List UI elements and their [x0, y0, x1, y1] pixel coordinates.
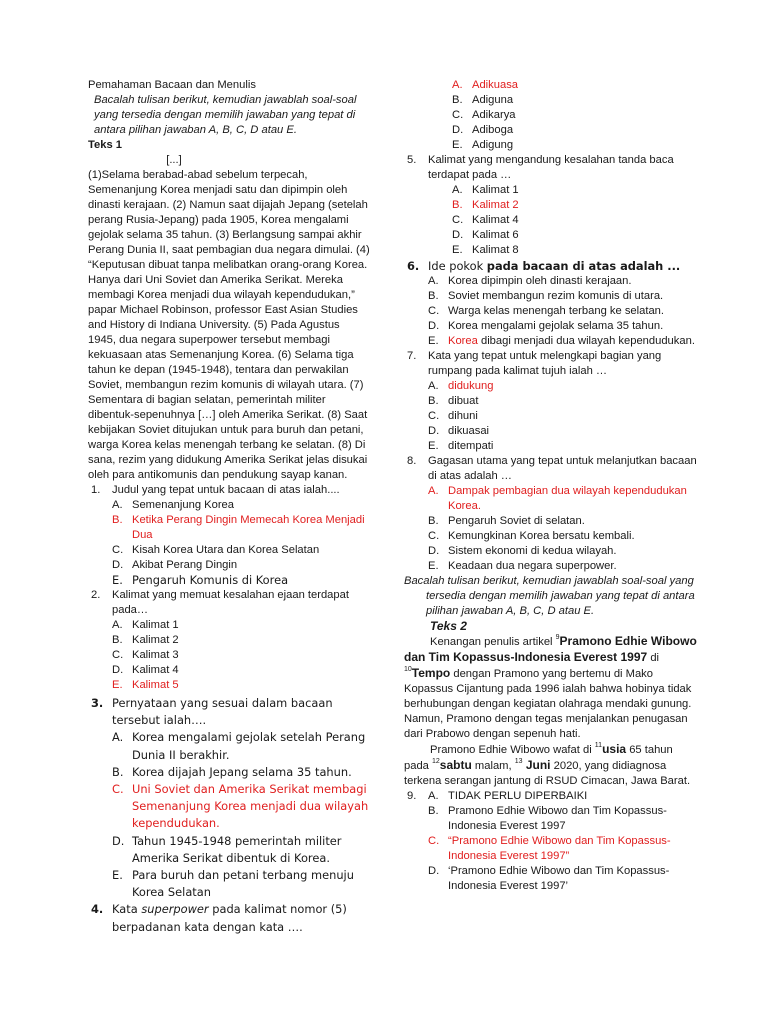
- option-a-answer[interactable]: A. Dampak pembagian dua wilayah kependudukan Korea.: [428, 485, 687, 512]
- question-8: [404, 454, 700, 484]
- question-1: [88, 483, 370, 498]
- option-e[interactable]: E. Keadaan dua negara superpower.: [428, 560, 617, 572]
- option-b[interactable]: B. Kalimat 2: [112, 634, 179, 646]
- section-heading: Pemahaman Bacaan dan Menulis: [88, 79, 256, 91]
- option-a[interactable]: A. Semenanjung Korea: [112, 499, 235, 511]
- option-b[interactable]: B. dibuat: [428, 395, 479, 407]
- ellipsis: [...]: [166, 154, 182, 166]
- option-b[interactable]: B. Adiguna: [452, 94, 514, 106]
- option-b[interactable]: B. Pengaruh Soviet di selatan.: [428, 515, 585, 527]
- passage-teks1: (1)Selama berabad-abad sebelum terpecah, Semenanjung Korea menjadi satu dan dipimpin oleh dinasti kerajaan. (2) Namun saat dijajah Jepang (setelah perang Rusia-Jepang) pada 1905, Korea mengalami gejolak selama 35 tahun. (3) Berlangsung sampai akhir Perang Dunia II, saat pembagian dua negara dimulai. (4) “Keputusan dibuat tanpa melibatkan orang-orang Korea. Hanya dari Uni Soviet dan Amerika Serikat. Mereka membagi Korea menjadi dua wilayah kependudukan,” papar Michael Robinson, professor East Asian Studies and History di Indiana University. (5) Pada Agustus 1945, dua negara superpower tersebut membagi kekuasaan atas Semenanjung Korea. (6) Selama tiga tahun ke depan (1945-1948), tentara dan perwakilan Soviet, membangun rezim komunis di wilayah utara. (7) Sementara di bagian selatan, pemerintah militer dibentuk-sepenuhnya […] oleh Amerika Serikat. (8) Saat kebijakan Soviet ditujukan untuk para buruh dan petani, warga Korea kelas menengah terbang ke selatan. (8) Di sana, rezim yang didukung Amerika Serikat jelas disukai oleh para antikomunis dan pendukung sayap kanan.: [88, 169, 370, 481]
- option-c[interactable]: C. Kalimat 4: [452, 214, 519, 226]
- question-6: 6. Ide pokok pada bacaan di atas adalah ...: [407, 259, 681, 273]
- option-c-answer[interactable]: C. “Pramono Edhie Wibowo dan Tim Kopassus-Indonesia Everest 1997”: [428, 835, 671, 862]
- question-2-options: [88, 618, 370, 693]
- option-d[interactable]: D. Adiboga: [452, 124, 514, 136]
- question-number: 1.: [91, 484, 101, 496]
- option-b-answer[interactable]: B. Kalimat 2: [452, 199, 519, 211]
- option-a[interactable]: A. TIDAK PERLU DIPERBAIKI: [428, 790, 588, 802]
- option-d[interactable]: D. Korea mengalami gejolak selama 35 tahun.: [428, 320, 664, 332]
- passage-teks2: Kenangan penulis artikel $^9$Pramono Edhie Wibowo dan Tim Kopassus-Indonesia Everest 1997 di $^{10}$Tempo dengan Pramono yang bertemu di Mako Kopassus Cijantung pada 1996 ialah bahwa hobinya tidak berhubungan dengan kegiatan olahraga mendaki gunung. Namun, Pramono dengan tegas menjalankan penugasan dari Prabowo dengan sepenuh hati. Pramono Edhie Wibowo wafat di $^{11}$usia 65 tahun pada $^{12}$sabtu malam, $^{13}$ Juni 2020, yang didiagnosa terkena serangan jantung di RSUD Cimacan, Jawa Barat.: [404, 634, 697, 787]
- option-e[interactable]: E. Kalimat 8: [452, 244, 519, 256]
- keyword-superpower: superpower: [141, 902, 209, 917]
- question-4-options: [404, 78, 700, 153]
- option-c-answer[interactable]: C. Uni Soviet dan Amerika Serikat membagi Semenanjung Korea menjadi dua wilayah kependudukan.: [112, 782, 369, 831]
- question-text: Kalimat yang memuat kesalahan ejaan terdapat pada…: [112, 589, 349, 616]
- option-d[interactable]: D. Kalimat 4: [112, 664, 179, 676]
- question-number: 2.: [91, 589, 101, 601]
- right-column: [404, 78, 700, 894]
- option-b[interactable]: B. Soviet membangun rezim komunis di utara.: [428, 290, 664, 302]
- option-c[interactable]: C. Kemungkinan Korea bersatu kembali.: [428, 530, 635, 542]
- option-e-answer[interactable]: E. Korea dibagi menjadi dua wilayah kependudukan.: [428, 335, 695, 347]
- option-a[interactable]: A. Korea mengalami gejolak setelah Perang Dunia II berakhir.: [112, 730, 366, 762]
- question-number: 8.: [407, 455, 417, 467]
- option-d[interactable]: D. Akibat Perang Dingin: [112, 559, 238, 571]
- question-number: 3.: [91, 696, 104, 710]
- instruction-2: Bacalah tulisan berikut, kemudian jawablah soal-soal yang tersedia dengan memilih jawaban yang tepat di antara pilihan jawaban A, B, C, D atau E.: [404, 575, 695, 617]
- question-8-options: [404, 484, 700, 574]
- question-text: Kalimat yang mengandung kesalahan tanda baca terdapat pada …: [428, 154, 674, 181]
- option-b[interactable]: B. Korea dijajah Jepang selama 35 tahun.: [112, 764, 352, 779]
- question-text: Kata yang tepat untuk melengkapi bagian yang rumpang pada kalimat tujuh ialah …: [428, 350, 662, 377]
- option-e[interactable]: E. Para buruh dan petani terbang menuju Korea Selatan: [112, 868, 354, 900]
- question-number: 7.: [407, 350, 417, 362]
- option-a[interactable]: A. Korea dipimpin oleh dinasti kerajaan.: [428, 275, 632, 287]
- question-text: Gagasan utama yang tepat untuk melanjutkan bacaan di atas adalah …: [428, 455, 697, 482]
- question-3-options: [88, 729, 370, 901]
- option-d[interactable]: D. Kalimat 6: [452, 229, 519, 241]
- question-6-options: [404, 274, 700, 349]
- question-3-block: [88, 695, 370, 936]
- option-d[interactable]: D. Tahun 1945-1948 pemerintah militer Amerika Serikat dibentuk di Korea.: [112, 833, 342, 865]
- underlined-title: Pramono Edhie Wibowo dan Tim Kopassus-Indonesia Everest 1997: [404, 634, 697, 664]
- question-text: Judul yang tepat untuk bacaan di atas ialah....: [112, 484, 340, 496]
- question-number: 6.: [407, 259, 420, 273]
- option-e[interactable]: E. Adigung: [452, 139, 514, 151]
- question-5: [404, 153, 700, 183]
- option-c[interactable]: C. dihuni: [428, 410, 478, 422]
- option-c[interactable]: C. Kalimat 3: [112, 649, 179, 661]
- option-d[interactable]: D. ‘Pramono Edhie Wibowo dan Tim Kopassus-Indonesia Everest 1997’: [428, 865, 670, 892]
- option-d[interactable]: D. dikuasai: [428, 425, 490, 437]
- question-1-options: [88, 498, 370, 588]
- option-a[interactable]: A. Kalimat 1: [452, 184, 519, 196]
- option-e[interactable]: E. ditempati: [428, 440, 494, 452]
- option-e-answer[interactable]: E. Kalimat 5: [112, 679, 179, 691]
- option-c[interactable]: C. Warga kelas menengah terbang ke selatan.: [428, 305, 665, 317]
- question-3: [88, 695, 370, 729]
- question-4: 4. Kata superpower pada kalimat nomor (5) berpadanan kata dengan kata ….: [91, 902, 347, 934]
- option-b-answer[interactable]: B. Ketika Perang Dingin Memecah Korea Menjadi Dua: [112, 514, 365, 541]
- question-5-options: [404, 183, 700, 258]
- question-7: [404, 349, 700, 379]
- option-e[interactable]: E. Pengaruh Komunis di Korea: [112, 573, 289, 587]
- teks1-title: Teks 1: [88, 139, 122, 151]
- instruction: Bacalah tulisan berikut, kemudian jawablah soal-soal yang tersedia dengan memilih jawaban yang tepat di antara pilihan jawaban A, B, C, D atau E.: [94, 94, 357, 136]
- option-a-answer[interactable]: A. Adikuasa: [452, 79, 519, 91]
- question-number: 4.: [91, 902, 104, 917]
- option-a[interactable]: A. Kalimat 1: [112, 619, 179, 631]
- question-number: 5.: [407, 154, 417, 166]
- left-column: [88, 78, 370, 936]
- question-number: 9.: [407, 790, 417, 802]
- teks2-title: Teks 2: [430, 619, 467, 633]
- option-c[interactable]: C. Adikarya: [452, 109, 516, 121]
- option-a-answer[interactable]: A. didukung: [428, 380, 494, 392]
- option-c[interactable]: C. Kisah Korea Utara dan Korea Selatan: [112, 544, 320, 556]
- question-9: [404, 789, 700, 894]
- question-7-options: [404, 379, 700, 454]
- question-text: Pernyataan yang sesuai dalam bacaan tersebut ialah….: [112, 696, 333, 728]
- option-b[interactable]: B. Pramono Edhie Wibowo dan Tim Kopassus-Indonesia Everest 1997: [428, 805, 667, 832]
- question-2: [88, 588, 370, 618]
- option-d[interactable]: D. Sistem ekonomi di kedua wilayah.: [428, 545, 617, 557]
